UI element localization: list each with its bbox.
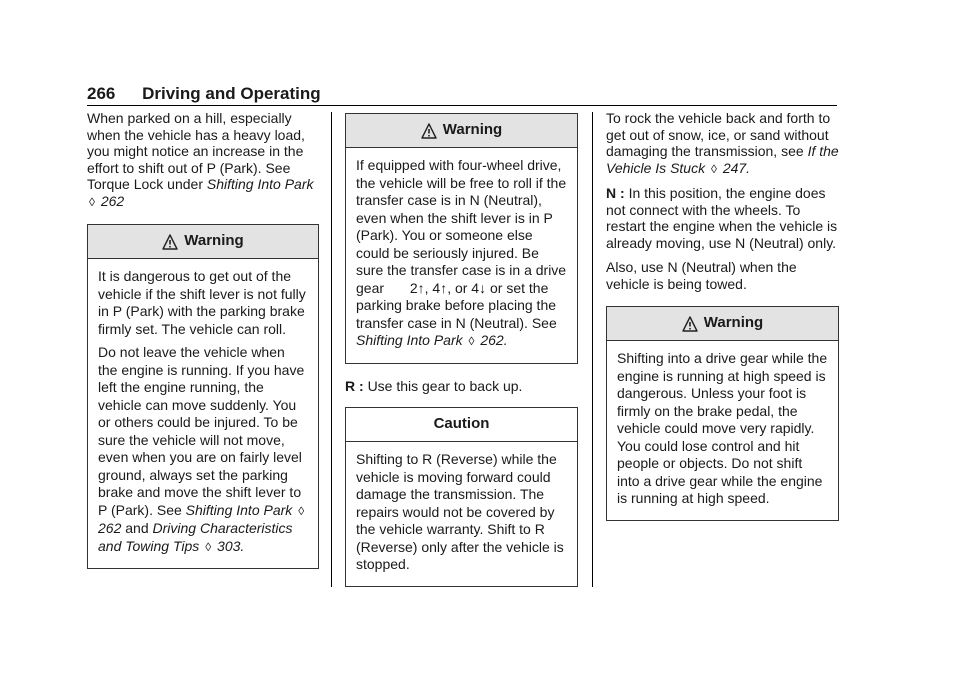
caution-box	[345, 407, 578, 587]
warning-triangle-icon	[421, 123, 437, 139]
warning-triangle-icon	[162, 234, 178, 250]
section-title: Driving and Operating	[142, 84, 321, 103]
column-divider-left	[331, 112, 332, 587]
warning-title: Warning	[184, 232, 244, 250]
intro-text: When parked on a hill, especially when the vehicle has a heavy load, you might notice an increase in the effort to shift out of P (Park). See	[87, 110, 305, 176]
and-text: and	[125, 520, 153, 536]
gear-2-label: 2	[409, 279, 418, 296]
warning-body	[607, 341, 838, 520]
column-3	[606, 110, 839, 521]
torque-lock-ref: Torque Lock	[87, 176, 164, 192]
warning-paragraph-2-text: Do not leave the vehicle when the engine is running. If you have left the engine running, the vehicle can move suddenly. You or others could be injured. To be sure the vehicle will not move, even when you are on fairly level ground, always set the parking brake and move the shift lever to P (Park). See	[98, 344, 305, 518]
page-ref-number[interactable]: 262	[98, 520, 122, 536]
page-reference-icon: ◊	[468, 334, 475, 348]
vehicle-stuck-link[interactable]: If the Vehicle Is Stuck	[606, 143, 839, 176]
page-header	[87, 84, 321, 104]
page-reference-icon: ◊	[710, 161, 717, 176]
column-divider-right	[592, 112, 593, 587]
under-text: under	[167, 176, 207, 192]
reverse-text: Use this gear to back up.	[367, 377, 523, 394]
warning-body	[88, 259, 318, 568]
high-speed-warning-text: Shifting into a drive gear while the engine is running at high speed is dangerous. Unless your foot is firmly on the brake pedal, the vehicle could move very rapidly. You could lose control and hit people or objects. Do not shift into a drive gear while the engine is running at high speed.	[617, 350, 828, 506]
caution-body	[346, 442, 577, 586]
down-arrow-icon: ↓	[479, 279, 487, 296]
caution-header	[346, 408, 577, 442]
page-number: 266	[87, 84, 116, 103]
warning-paragraph-1: It is dangerous to get out of the vehicle if the shift lever is not fully in P (Park) with the parking brake firmly set. The vehicle can roll.	[98, 268, 306, 337]
warning-box-3	[606, 306, 839, 521]
neutral-key: N :	[606, 185, 625, 201]
shifting-into-park-link[interactable]: Shifting Into Park	[356, 332, 463, 348]
warning-header	[607, 307, 838, 341]
page-ref-number[interactable]: 303.	[217, 537, 245, 554]
warning-header	[346, 114, 577, 148]
four-wheel-drive-paragraph	[356, 157, 567, 351]
warning-paragraph-2	[98, 344, 308, 556]
shifting-into-park-link[interactable]: Shifting Into Park	[206, 176, 314, 192]
hill-intro-paragraph	[87, 110, 319, 210]
rock-vehicle-text: To rock the vehicle back and forth to get out of snow, ice, or sand without damaging the transmission, see	[606, 110, 831, 159]
warning-title: Warning	[703, 314, 764, 332]
warning-box-1	[87, 224, 319, 569]
parking-brake-text: or set the parking brake before placing the transfer case in N (Neutral). See	[356, 279, 557, 331]
four-wheel-drive-text: If equipped with four-wheel drive, the vehicle will be free to roll if the transfer case is in N (Neutral), even when the shift lever is in P (Park). You or someone else could be seriously injured. Be sure the transfer case is in a drive gear	[356, 157, 567, 296]
page-reference-icon: ◊	[298, 503, 305, 518]
neutral-text: In this position, the engine does not connect with the wheels. To restart the engine when the vehicle is already moving, use N (Neutral) only.	[606, 185, 838, 251]
page-reference-icon: ◊	[205, 539, 212, 554]
reverse-paragraph	[345, 378, 578, 395]
warning-title: Warning	[442, 121, 503, 139]
column-2	[345, 113, 578, 587]
driving-characteristics-link[interactable]: Driving Characteristics and Towing Tips	[98, 520, 293, 554]
up-arrow-icon: ↑	[440, 279, 448, 296]
header-rule	[87, 105, 837, 106]
reverse-key: R :	[345, 377, 364, 394]
caution-title: Caution	[433, 415, 490, 433]
page-ref-number[interactable]: 262	[100, 192, 125, 209]
gear-4-label: , or 4	[447, 279, 480, 296]
column-1	[87, 110, 319, 569]
gear-4-label: , 4	[424, 279, 441, 296]
warning-box-2	[345, 113, 578, 364]
up-arrow-icon: ↑	[417, 279, 425, 296]
warning-triangle-icon	[682, 316, 698, 332]
warning-body	[346, 148, 577, 363]
warning-header	[88, 225, 318, 259]
page-ref-number[interactable]: 247.	[722, 159, 751, 176]
neutral-paragraph	[606, 185, 839, 251]
shifting-into-park-link[interactable]: Shifting Into Park	[185, 501, 293, 518]
rock-vehicle-paragraph	[606, 110, 839, 177]
caution-text: Shifting to R (Reverse) while the vehicle is moving forward could damage the transmission. The repairs would not be covered by the vehicle warranty. Shift to R (Reverse) only after the vehicle is stopped.	[356, 451, 564, 572]
page-reference-icon: ◊	[89, 194, 95, 209]
page-ref-number[interactable]: 262.	[480, 332, 508, 348]
towing-paragraph: Also, use N (Neutral) when the vehicle is being towed.	[606, 259, 797, 292]
